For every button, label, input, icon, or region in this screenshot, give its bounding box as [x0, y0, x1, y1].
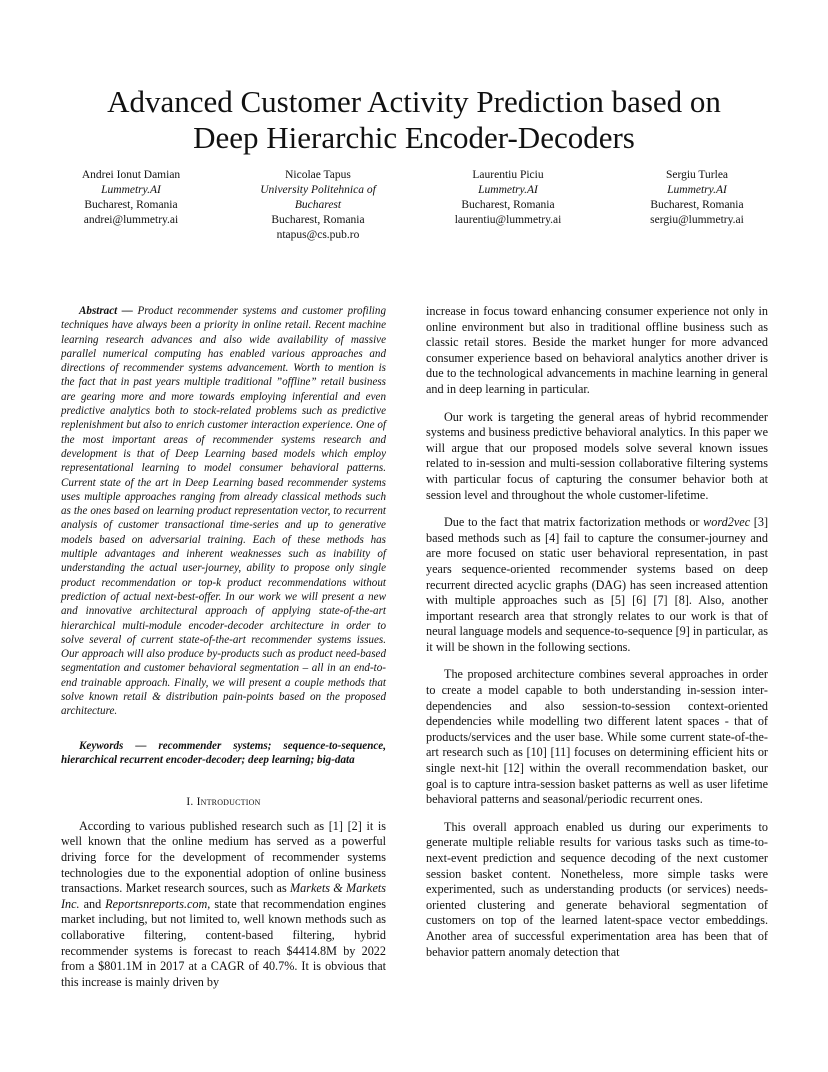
author-email: sergiu@lummetry.ai: [650, 214, 744, 226]
author-affiliation-line2: Bucharest: [294, 199, 342, 211]
author-2: [233, 168, 403, 243]
author-name: Sergiu Turlea: [665, 169, 729, 181]
author-affiliation: Lummetry.AI: [478, 184, 538, 196]
keywords: Keywords — recommender systems; sequence-to-sequence, hierarchical recurrent encoder-decoder; deep learning; big-data: [61, 739, 386, 766]
abstract: [61, 304, 386, 719]
author-affiliation: Lummetry.AI: [101, 184, 161, 196]
author-affiliation: University Politehnica of: [260, 184, 376, 196]
paragraph-3-italic: word2vec: [703, 515, 751, 530]
section-heading: [61, 795, 386, 811]
intro-text-3: , state that recommendation engines market including, but not limited to, well known methods such as collaborative filtering, content-based filtering, hybrid recommender systems is forecast to reach $4414.8M by 2022 from a $801.1M in 2017 at a CAGR of 40.7%. It is obvious that this increase is mainly driven by: [61, 896, 386, 989]
left-column: [61, 304, 386, 990]
intro-paragraph: [61, 819, 386, 991]
author-location: Bucharest, Romania: [650, 199, 744, 211]
intro-text-1: According to various published research such as [1] [2] it is well known that the online medium has served as a powerful driving force for the development of recommender systems technologies due to the exponential adoption of online business transactions. Market research sources, such as: [61, 818, 386, 896]
author-3: [423, 168, 593, 228]
section-number: I.: [186, 796, 194, 809]
author-location: Bucharest, Romania: [461, 199, 555, 211]
author-email: andrei@lummetry.ai: [83, 214, 179, 226]
intro-italic-1: Markets & Markets Inc.: [61, 881, 386, 911]
paragraph-4: The proposed architecture combines several approaches in order to create a model capable to both understanding in-session inter-dependencies and also session-to-session context-oriented dependencies while modelling two different latent spaces - that of products/services and the user base. While some current state-of-the-art research such as [10] [11] focuses on determining efficient hits or single next-hit [12] within the overall recommendation basket, our goal is to capture intra-session basket patterns as well as user lifetime behavioral patterns and seasonal/periodic recurrent ones.: [426, 667, 768, 807]
right-column: [426, 304, 768, 972]
section-title: Introduction: [196, 796, 261, 809]
title-line-1: Advanced Customer Activity Prediction based on: [107, 84, 721, 119]
author-name: Laurentiu Piciu: [472, 169, 544, 181]
author-location: Bucharest, Romania: [271, 214, 365, 226]
paragraph-2: Our work is targeting the general areas of hybrid recommender systems and business predictive behavioral analytics. In this paper we will argue that our proposed models solve several known issues related to in-session and multi-session collaborative filtering systems with particular focus of capturing the consumer behavior both at session level and throughout the whole customer-lifetime.: [426, 409, 768, 502]
author-email: laurentiu@lummetry.ai: [454, 214, 562, 226]
abstract-text: Product recommender systems and customer profiling techniques have always been a priority in online retail. Recent machine learning research advances and also wide availability of massive parallel numerical computing has enabled various approaches and directions of recommender systems advancement. Worth to mention is the fact that in past years multiple traditional ”offline” retail business are gearing more and more towards employing inferential and even predictive analytics both to stock-related problems such as predictive replenishment but also to enrich customer interaction experience. One of the most important areas of recommender systems research and development is that of Deep Learning based models which employ representational learning to model consumer behavioral patterns. Current state of the art in Deep Learning based recommender systems uses multiple approaches ranging from already classical methods such as the ones based on learning product representation vector, to recurrent analysis of customer transactional time-series and up to generative models based on adversarial training. Each of these methods has multiple advantages and inherent weaknesses such as inability of understanding the actual user-journey, ability to propose only single product recommendation or top-k product recommendations without prediction of actual next-best-offer. In our work we will present a new and innovative architectural approach of applying state-of-the-art hierarchical multi-module encoder-decoder architecture in order to solve several of current state-of-the-art recommender systems issues. Our approach will also produce by-products such as product need-based segmentation and customer behavioral segmentation – all in an end-to-end trainable approach. Finally, we will present a couple methods that solve known retail & distribution pain-points based on the proposed architecture.: [61, 305, 386, 718]
paragraph-3: [426, 515, 768, 655]
paragraph-1: increase in focus toward enhancing consumer experience not only in online environment but also in traditional offline business such as classic retail stores. Beside the market hunger for more advanced consumer experience based on behavioral analytics another driver is due to the technological advancements in machine learning in general and in deep learning in particular.: [426, 304, 768, 396]
paper-title: [40, 84, 788, 156]
author-1: [46, 168, 216, 228]
intro-italic-2: Reportsnreports.com: [105, 896, 208, 911]
author-name: Andrei Ionut Damian: [81, 169, 181, 181]
author-4: [612, 168, 782, 228]
title-line-2: Deep Hierarchic Encoder-Decoders: [193, 120, 635, 155]
author-email: ntapus@cs.pub.ro: [276, 229, 360, 241]
author-affiliation: Lummetry.AI: [667, 184, 727, 196]
abstract-lead: Abstract —: [79, 305, 133, 317]
author-name: Nicolae Tapus: [285, 169, 351, 181]
author-location: Bucharest, Romania: [84, 199, 178, 211]
paragraph-5: This overall approach enabled us during our experiments to generate multiple reliable results for various tasks such as time-to-next-event prediction and sequence decoding of the next customer session basket content. Nonetheless, more simple tasks were experimented, such as understanding products (or services) needs-oriented clustering and generate behavioral segmentation of customers on top of the learned latent-space vector embeddings. Another area of successful experimentation area has been that of behavior pattern anomaly detection that: [426, 819, 768, 959]
paragraph-3-pre: Due to the fact that matrix factorization methods or: [444, 515, 704, 530]
intro-text-2: and: [79, 896, 106, 911]
paragraph-3-text: [3] based methods such as [4] fail to capture the consumer-journey and are more focused on static user behavioral representation, in past years sequence-oriented recommender systems based on deep recurrent directed acyclic graphs (DAG) has seen increased attention with multiple approaches such as [5] [6] [7] [8]. Also, another important research area that strongly relates to our work is that of neural language models and sequence-to-sequence [9] in particular, as it will be shown in the following sections.: [426, 515, 768, 654]
